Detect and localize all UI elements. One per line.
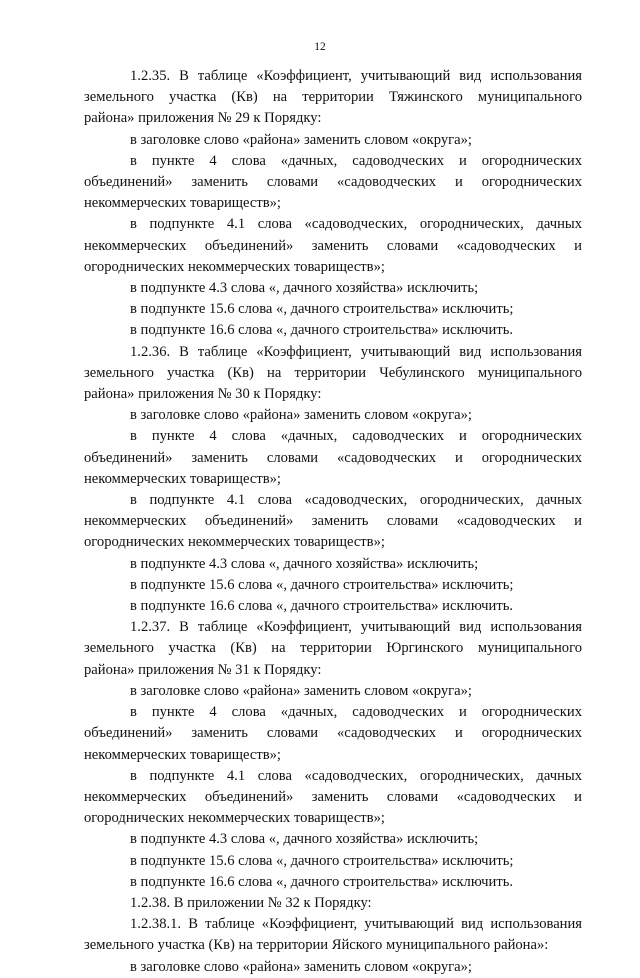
text-line: некоммерческих товариществ»; (84, 195, 281, 212)
text-line: объединений» заменить словами «садоводческих и огороднических (84, 449, 582, 466)
section-paragraph (84, 914, 582, 956)
page-number: 12 (314, 41, 326, 53)
text-line: в подпункте 15.6 слова «, дачного строительства» исключить; (130, 852, 514, 869)
text-line: огороднических некоммерческих товариществ»; (84, 534, 385, 551)
text-line: объединений» заменить словами «садоводческих и огороднических (84, 725, 582, 742)
text-line: в подпункте 4.3 слова «, дачного хозяйства» исключить; (130, 555, 479, 572)
text-line: района» приложения № 31 к Порядку: (84, 661, 322, 678)
amendment-item (84, 681, 582, 702)
amendment-item (84, 766, 582, 830)
text-line: в заголовке слово «района» заменить словом «округа»; (130, 958, 472, 975)
text-line: 1.2.37. В таблице «Коэффициент, учитывающий вид использования (130, 619, 582, 636)
document-body (84, 66, 582, 978)
text-line: в пункте 4 слова «дачных, садоводческих и огороднических (130, 152, 582, 169)
text-line: огороднических некоммерческих товариществ»; (84, 810, 385, 827)
text-line: 1.2.35. В таблице «Коэффициент, учитывающий вид использования (130, 68, 582, 84)
amendment-item (84, 554, 582, 575)
text-line: в заголовке слово «района» заменить словом «округа»; (130, 407, 472, 424)
text-line: земельного участка (Кв) на территории Чебулинского муниципального (84, 364, 582, 381)
text-line: в подпункте 15.6 слова «, дачного строительства» исключить; (130, 576, 514, 593)
amendment-item (84, 278, 582, 299)
text-line: земельного участка (Кв) на территории Тяжинского муниципального (84, 89, 582, 106)
text-line: в подпункте 16.6 слова «, дачного строительства» исключить. (130, 598, 514, 615)
amendment-item (84, 851, 582, 872)
text-line: огороднических некоммерческих товариществ»; (84, 258, 385, 275)
text-line: района» приложения № 29 к Порядку: (84, 110, 322, 127)
amendment-item (84, 299, 582, 320)
section-paragraph (84, 617, 582, 681)
text-line: в подпункте 16.6 слова «, дачного строительства» исключить. (130, 322, 514, 339)
amendment-item (84, 872, 582, 893)
section-paragraph (84, 342, 582, 406)
amendment-item (84, 702, 582, 766)
amendment-item (84, 596, 582, 617)
amendment-item (84, 151, 582, 215)
text-line: в подпункте 4.3 слова «, дачного хозяйства» исключить; (130, 831, 479, 848)
text-line: в подпункте 4.3 слова «, дачного хозяйства» исключить; (130, 280, 479, 297)
text-line: в заголовке слово «района» заменить словом «округа»; (130, 131, 472, 148)
amendment-item (84, 214, 582, 278)
amendment-item (84, 320, 582, 341)
text-line: некоммерческих объединений» заменить словами «садоводческих и (84, 513, 582, 530)
amendment-item (84, 405, 582, 426)
section-paragraph (84, 893, 582, 914)
text-line: некоммерческих товариществ»; (84, 470, 281, 487)
text-line: в подпункте 4.1 слова «садоводческих, огороднических, дачных (130, 767, 582, 784)
text-line: 1.2.38. В приложении № 32 к Порядку: (130, 894, 372, 911)
text-line: в пункте 4 слова «дачных, садоводческих и огороднических (130, 428, 582, 445)
text-line: в подпункте 4.1 слова «садоводческих, огороднических, дачных (130, 216, 582, 233)
amendment-item (84, 490, 582, 554)
amendment-item (84, 957, 582, 978)
text-line: земельного участка (Кв) на территории Яйского муниципального района»: (84, 937, 549, 954)
amendment-item (84, 829, 582, 850)
amendment-item (84, 426, 582, 490)
text-line: в заголовке слово «района» заменить словом «округа»; (130, 682, 472, 699)
text-line: 1.2.36. В таблице «Коэффициент, учитывающий вид использования (130, 343, 582, 360)
text-line: в подпункте 4.1 слова «садоводческих, огороднических, дачных (130, 492, 582, 509)
amendment-item (84, 575, 582, 596)
text-line: некоммерческих объединений» заменить словами «садоводческих и (84, 788, 582, 805)
text-line: земельного участка (Кв) на территории Юргинского муниципального (84, 640, 582, 657)
text-line: объединений» заменить словами «садоводческих и огороднических (84, 174, 582, 191)
text-line: 1.2.38.1. В таблице «Коэффициент, учитывающий вид использования (130, 916, 582, 933)
amendment-item (84, 130, 582, 151)
text-line: некоммерческих товариществ»; (84, 746, 281, 763)
text-line: некоммерческих объединений» заменить словами «садоводческих и (84, 237, 582, 254)
text-line: в пункте 4 слова «дачных, садоводческих и огороднических (130, 704, 582, 721)
section-paragraph (84, 66, 582, 130)
text-line: района» приложения № 30 к Порядку: (84, 386, 322, 403)
text-line: в подпункте 15.6 слова «, дачного строительства» исключить; (130, 301, 514, 318)
text-line: в подпункте 16.6 слова «, дачного строительства» исключить. (130, 873, 514, 890)
